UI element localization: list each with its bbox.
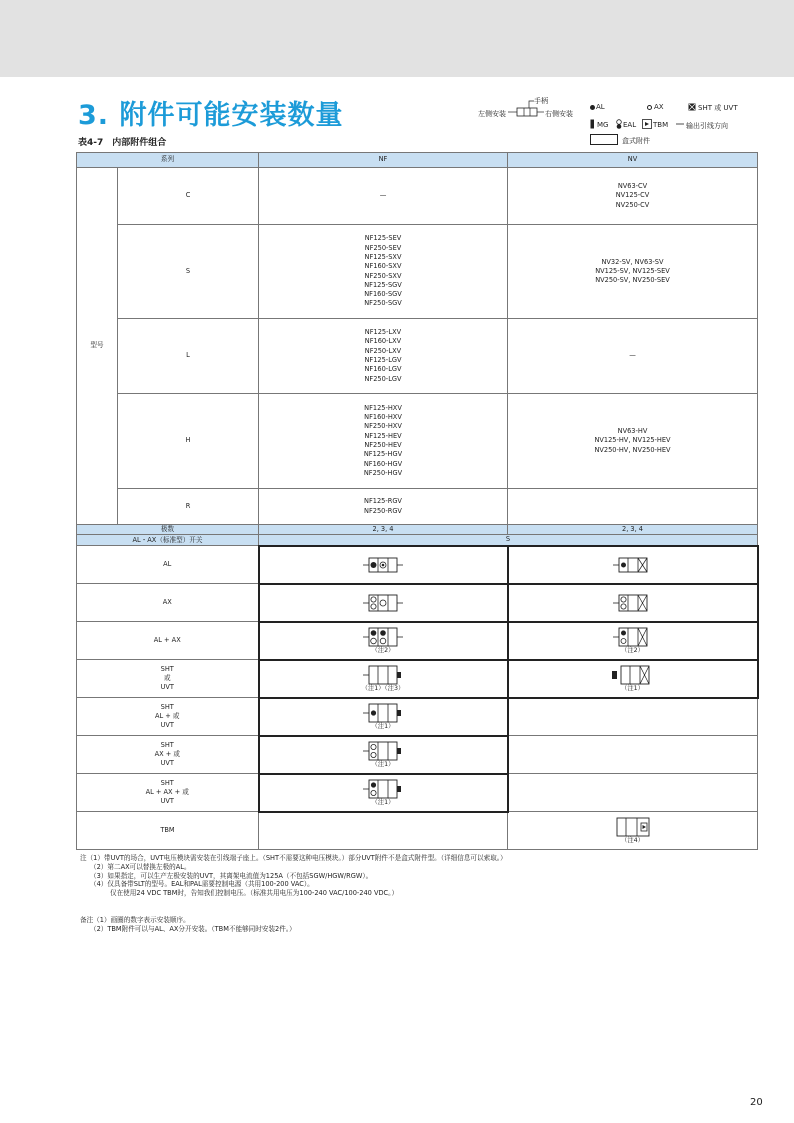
nf-models: — <box>259 168 508 225</box>
mg-icon <box>590 119 595 129</box>
tbm-icon <box>642 119 652 129</box>
sht-uvt-icon <box>688 103 696 111</box>
nv-combo-note: （注2） <box>621 646 644 654</box>
nv-models: — <box>508 319 758 394</box>
nf-combo-note: （注1） <box>371 798 395 806</box>
legend-handle-label: 手柄 <box>534 97 548 105</box>
table-row <box>77 225 758 319</box>
legend-right-label: 右侧安装 <box>545 110 573 118</box>
nv-ax-symbol-icon <box>613 594 653 612</box>
eal-icon <box>615 119 623 129</box>
table-row <box>77 546 758 584</box>
nf-combo-cell <box>259 660 508 698</box>
combo-label: SHT AX + 或 UVT <box>77 736 259 774</box>
table-row <box>77 774 758 812</box>
switch-label: AL・AX（标准型）开关 <box>77 535 259 546</box>
remark-1: 备注（1）画圈的数字表示安装顺序。 <box>80 916 190 924</box>
nv-alax-symbol-icon <box>613 627 653 647</box>
page-title: 3. 附件可能安装数量 <box>78 100 344 131</box>
box-accessory-icon <box>590 134 618 145</box>
model-code: C <box>118 168 259 225</box>
legend-box-label: 盒式附件 <box>622 137 650 145</box>
nf-ax-symbol-icon <box>363 594 403 612</box>
legend-tbm-label: TBM <box>653 121 669 129</box>
page-number: 20 <box>750 1097 763 1108</box>
legend-mg-label: MG <box>597 121 609 129</box>
poles-label: 极数 <box>77 525 259 535</box>
nv-combo-cell <box>508 622 758 660</box>
table-row <box>77 660 758 698</box>
nv-combo-cell <box>508 660 758 698</box>
nf-combo-note: （注1） <box>371 722 395 730</box>
remarks-section <box>80 916 296 934</box>
nv-models: NV32-SV, NV63-SV NV125-SV, NV125-SEV NV250-SV, NV250-SEV <box>508 225 758 319</box>
nf-sht-symbol-icon <box>363 665 403 685</box>
nf-combo-cell <box>259 774 508 812</box>
note-4: （4）仅具备带SLT的型号。EAL和PAL需要控制电源（共用100-200 VAC）。 <box>90 880 314 889</box>
model-code: H <box>118 394 259 489</box>
table-row <box>77 319 758 394</box>
legend-ax-label: AX <box>654 103 664 111</box>
legend-eal-label: EAL <box>623 121 637 129</box>
header-series: 系列 <box>77 153 259 168</box>
nf-ax-sht-symbol-icon <box>363 741 403 761</box>
nf-combo-cell <box>259 584 508 622</box>
nv-combo-cell <box>508 774 758 812</box>
legend-output-label: 输出引线方向 <box>686 122 728 130</box>
legend-al-label: AL <box>596 103 605 111</box>
nv-combo-cell <box>508 546 758 584</box>
note-1: 注（1）带UVT的场合，UVT电压模块需安装在引线端子座上。（SHT不需要这种电压模块。）部分UVT附件不是盒式附件型。（详细信息可以索取。） <box>80 854 507 862</box>
model-code: S <box>118 225 259 319</box>
table-caption: 表4-7 内部附件组合 <box>78 138 167 148</box>
table-row <box>77 812 758 850</box>
nf-combo-note: （注1）（注3） <box>361 684 405 692</box>
combo-label: AL <box>77 546 259 584</box>
combo-label: AL + AX <box>77 622 259 660</box>
table-row <box>77 394 758 489</box>
header-nf: NF <box>259 153 508 168</box>
combo-label: SHT 或 UVT <box>77 660 259 698</box>
nv-combo-note: （注1） <box>621 684 644 692</box>
legend-left-label: 左侧安装 <box>478 110 506 118</box>
nf-models: NF125-LXV NF160-LXV NF250-LXV NF125-LGV NF160-LGV NF250-LGV <box>259 319 508 394</box>
nf-models: NF125-RGV NF250-RGV <box>259 489 508 525</box>
switch-row <box>77 535 758 546</box>
nv-models <box>508 489 758 525</box>
al-dot-icon <box>590 105 595 110</box>
nv-sht-symbol-icon <box>611 665 655 685</box>
nv-tbm-symbol-icon <box>613 817 653 837</box>
nf-models: NF125-SEV NF250-SEV NF125-SXV NF160-SXV NF250-SXV NF125-SGV NF160-SGV NF250-SGV <box>259 225 508 319</box>
remark-2: （2）TBM附件可以与AL、AX分开安装。（TBM不能够同时安装2件。） <box>90 924 296 933</box>
table-row <box>77 698 758 736</box>
notes-section <box>80 854 720 898</box>
nf-combo-cell <box>259 812 508 850</box>
poles-nf: 2, 3, 4 <box>259 525 508 535</box>
accessory-table <box>76 152 759 850</box>
model-code: L <box>118 319 259 394</box>
table-row <box>77 489 758 525</box>
nv-combo-cell <box>508 812 758 850</box>
combo-label: AX <box>77 584 259 622</box>
nv-combo-cell <box>508 584 758 622</box>
table-row <box>77 736 758 774</box>
nf-combo-note: （注2） <box>371 646 395 654</box>
table-header-row <box>77 153 758 168</box>
nv-al-symbol-icon <box>613 557 653 573</box>
model-code: R <box>118 489 259 525</box>
nf-combo-cell <box>259 546 508 584</box>
nf-al-symbol-icon <box>363 557 403 573</box>
nf-combo-cell <box>259 622 508 660</box>
legend-shtuvt-label: SHT 或 UVT <box>698 104 738 112</box>
combo-label: TBM <box>77 812 259 850</box>
nv-combo-cell <box>508 736 758 774</box>
nf-models: NF125-HXV NF160-HXV NF250-HXV NF125-HEV NF250-HEV NF125-HGV NF160-HGV NF250-HGV <box>259 394 508 489</box>
poles-nv: 2, 3, 4 <box>508 525 758 535</box>
top-band <box>0 0 794 77</box>
note-4-cont: 仅在使用24 VDC TBM时，告知我们控制电压。（标准共用电压为100-240 VAC/100-240 VDC。） <box>110 889 399 898</box>
model-label: 型号 <box>77 168 118 525</box>
dash-icon <box>676 122 684 126</box>
note-3: （3）如果指定，可以生产左极安装的UVT，其离架电流值为125A（不包括SGW/HGW/RGW）。 <box>90 871 373 880</box>
poles-row <box>77 525 758 535</box>
table-row <box>77 584 758 622</box>
nv-combo-note: （注4） <box>621 836 644 844</box>
nf-alax-sht-symbol-icon <box>363 779 403 799</box>
switch-value: S <box>259 535 758 546</box>
nf-al-sht-symbol-icon <box>363 703 403 723</box>
combo-label: SHT AL + AX + 或 UVT <box>77 774 259 812</box>
ax-circle-icon <box>647 105 652 110</box>
nf-combo-cell <box>259 698 508 736</box>
header-nv: NV <box>508 153 758 168</box>
nf-combo-note: （注1） <box>371 760 395 768</box>
table-row <box>77 622 758 660</box>
breaker-outline-icon <box>508 107 544 117</box>
nv-combo-cell <box>508 698 758 736</box>
note-2: （2）第二AX可以替换左极的AL。 <box>90 862 191 871</box>
nf-alax-symbol-icon <box>363 627 403 647</box>
combo-label: SHT AL + 或 UVT <box>77 698 259 736</box>
table-row <box>77 168 758 225</box>
nv-models: NV63-CV NV125-CV NV250-CV <box>508 168 758 225</box>
nf-combo-cell <box>259 736 508 774</box>
nv-models: NV63-HV NV125-HV, NV125-HEV NV250-HV, NV250-HEV <box>508 394 758 489</box>
